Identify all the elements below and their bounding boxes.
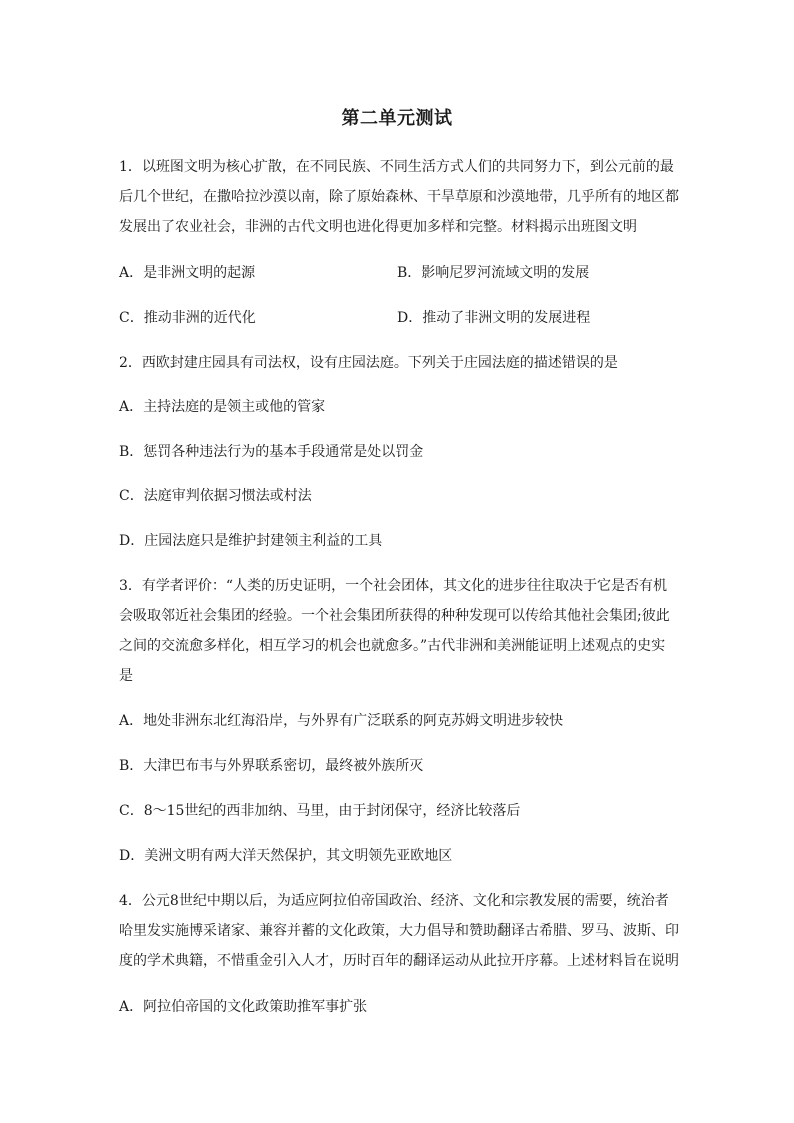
q1-stem-line-3: 发展出了农业社会，非洲的古代文明也进化得更加多样和完整。材料揭示出班图文明 bbox=[119, 219, 637, 235]
q3-option-a: A．地处非洲东北红海沿岸，与外界有广泛联系的阿克苏姆文明进步较快 bbox=[119, 713, 564, 729]
q3-stem-line-3: 之间的交流愈多样化，相互学习的机会也就愈多。”古代非洲和美洲能证明上述观点的史实 bbox=[119, 638, 666, 654]
q2-option-c: C．法庭审判依据习惯法或村法 bbox=[119, 488, 312, 504]
q3-option-b: B．大津巴布韦与外界联系密切，最终被外族所灭 bbox=[119, 758, 424, 774]
q2-option-a: A．主持法庭的是领主或他的管家 bbox=[119, 399, 326, 415]
q3-stem-line-2: 会吸取邻近社会集团的经验。一个社会集团所获得的种种发现可以传给其他社会集团;彼此 bbox=[119, 608, 670, 624]
q2-option-b: B．惩罚各种违法行为的基本手段通常是处以罚金 bbox=[119, 444, 424, 460]
q1-stem-line-1: 1．以班图文明为核心扩散，在不同民族、不同生活方式人们的共同努力下，到公元前的最 bbox=[119, 159, 674, 175]
q2-stem: 2．西欧封建庄园具有司法权，设有庄园法庭。下列关于庄园法庭的描述错误的是 bbox=[119, 355, 618, 371]
q3-option-c: C．8～15世纪的西非加纳、马里，由于封闭保守，经济比较落后 bbox=[119, 803, 521, 819]
q4-stem-line-3: 度的学术典籍，不惜重金引入人才，历时百年的翻译运动从此拉开序幕。上述材料旨在说明 bbox=[119, 953, 679, 969]
q2-option-d: D．庄园法庭只是维护封建领主利益的工具 bbox=[119, 533, 383, 549]
q1-option-c: C．推动非洲的近代化 bbox=[119, 310, 256, 326]
q4-option-a: A．阿拉伯帝国的文化政策助推军事扩张 bbox=[119, 999, 368, 1015]
q4-stem-line-1: 4．公元8世纪中期以后，为适应阿拉伯帝国政治、经济、文化和宗教发展的需要，统治者 bbox=[119, 893, 669, 909]
q3-stem-line-4: 是 bbox=[119, 668, 133, 684]
q1-stem-line-2: 后几个世纪，在撒哈拉沙漠以南，除了原始森林、干旱草原和沙漠地带，几乎所有的地区都 bbox=[119, 189, 679, 205]
q1-option-d: D．推动了非洲文明的发展进程 bbox=[397, 310, 591, 326]
q4-stem-line-2: 哈里发实施博采诸家、兼容并蓄的文化政策，大力倡导和赞助翻译古希腊、罗马、波斯、印 bbox=[119, 923, 679, 939]
q3-option-d: D．美洲文明有两大洋天然保护，其文明领先亚欧地区 bbox=[119, 848, 453, 864]
q1-option-a: A．是非洲文明的起源 bbox=[119, 265, 256, 281]
q3-stem-line-1: 3．有学者评价：“人类的历史证明，一个社会团体，其文化的进步往往取决于它是否有机 bbox=[119, 578, 668, 594]
q1-option-b: B．影响尼罗河流域文明的发展 bbox=[397, 265, 590, 281]
page-title: 第二单元测试 bbox=[341, 108, 453, 129]
